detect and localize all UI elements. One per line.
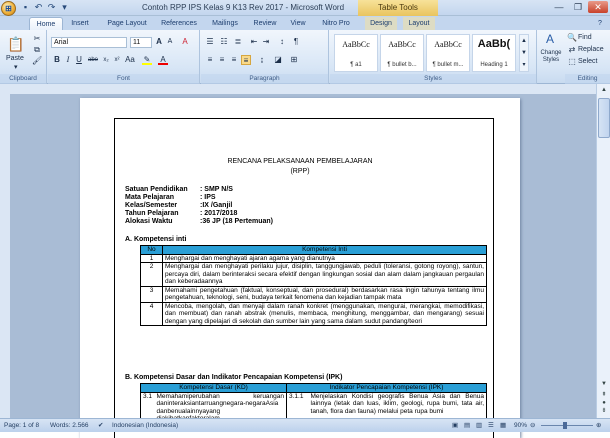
info-value: : IPS xyxy=(200,194,216,201)
clipboard-label: Clipboard xyxy=(0,74,46,84)
change-styles-icon[interactable]: A xyxy=(545,32,554,46)
previous-page-icon[interactable]: ⇞ xyxy=(601,392,607,398)
replace-icon[interactable]: ⇄ xyxy=(568,45,576,54)
paragraph-group xyxy=(201,30,329,84)
table-header-row xyxy=(141,384,487,393)
redo-icon[interactable]: ↷ xyxy=(47,2,56,12)
next-page-icon[interactable]: ⇟ xyxy=(601,408,607,414)
numbering-icon[interactable]: ☷ xyxy=(220,37,228,46)
info-value: :IX /Ganjil xyxy=(200,202,233,209)
table-row xyxy=(141,302,487,326)
ribbon xyxy=(0,30,610,84)
tab-nitro-pro[interactable]: Nitro Pro xyxy=(322,20,350,27)
row-text[interactable]: Menghargai dan menghayati perilaku jujur, disiplin, tanggungjawab, peduli (toleransi, gotong royong), santun, percaya diri, dalam berinteraksi secara efektif dengan lingkungan sosial dan alam dalam jangkauan pergaulan dan keberadaannya xyxy=(163,263,487,287)
info-value: : SMP N/S xyxy=(200,186,233,193)
scroll-thumb[interactable] xyxy=(598,98,610,138)
style-bullet-m[interactable] xyxy=(426,34,470,72)
table-header-no: No xyxy=(141,246,163,255)
title-bar xyxy=(0,0,610,16)
change-styles-group xyxy=(538,30,564,84)
info-key: Satuan Pendidikan xyxy=(125,186,188,193)
find-icon[interactable]: 🔍 xyxy=(567,33,577,42)
table-header-kd: Kompetensi Dasar (KD) xyxy=(141,384,287,393)
styles-group xyxy=(330,30,537,84)
subscript-icon[interactable]: x₂ xyxy=(103,57,109,63)
sort-icon[interactable]: ↕ xyxy=(280,37,284,46)
doc-subtitle: (RPP) xyxy=(290,168,310,175)
tab-insert[interactable]: Insert xyxy=(71,20,89,27)
style-sample: AaBbCc xyxy=(434,40,462,49)
kd-text[interactable]: Memahamiperubahan keruangan daninteraksiantarruangnegara-negaraAsia danbenualainnyayang xyxy=(155,392,287,423)
cut-icon[interactable]: ✂ xyxy=(33,34,41,43)
style-name: ¶ bullet b... xyxy=(387,62,417,68)
table-header-row xyxy=(141,246,487,255)
align-center-icon[interactable]: ≡ xyxy=(219,55,225,64)
underline-icon[interactable]: U xyxy=(76,55,82,64)
table-row xyxy=(141,263,487,287)
window-title: Contoh RPP IPS Kelas 9 K13 Rev 2017 - Microsoft Word xyxy=(142,3,345,12)
editing-group xyxy=(565,30,610,84)
zoom-level[interactable]: 90% xyxy=(514,422,528,429)
kompetensi-inti-table xyxy=(140,245,487,326)
strikethrough-icon[interactable]: abe xyxy=(88,57,99,63)
paste-dropdown-icon[interactable]: ▾ xyxy=(14,64,18,71)
justify-icon[interactable]: ≡ xyxy=(241,55,251,65)
language-indicator[interactable]: Indonesian (Indonesia) xyxy=(112,422,179,429)
style-sample: AaBb( xyxy=(477,38,511,50)
font-group xyxy=(48,30,200,84)
tab-design[interactable]: Design xyxy=(365,17,397,30)
table-row xyxy=(141,254,487,263)
ribbon-tabs xyxy=(0,16,610,30)
zoom-out-icon[interactable]: ⊖ xyxy=(530,422,536,429)
document-page[interactable] xyxy=(80,98,520,438)
info-value: :36 JP (18 Pertemuan) xyxy=(200,218,274,225)
info-key: Kelas/Semester xyxy=(125,202,178,209)
info-key: Mata Pelajaran xyxy=(125,194,175,201)
full-screen-icon[interactable]: ▤ xyxy=(464,422,471,429)
browse-object-icon[interactable]: ● xyxy=(602,400,606,406)
align-left-icon[interactable]: ≡ xyxy=(207,55,213,64)
tab-review[interactable]: Review xyxy=(253,20,277,27)
web-layout-icon[interactable]: ▥ xyxy=(476,422,483,429)
ipk-text[interactable]: Menjelaskan Kondisi geografis Benua Asia dan Benua lainnya (letak dan luas, iklim, geologi, rupa bumi, tata air, tanah, flora dan fauna) melalui peta rupa bumi xyxy=(309,392,487,423)
font-name-select[interactable]: Arial xyxy=(51,37,127,48)
grow-font-icon[interactable]: A xyxy=(156,37,162,46)
kd-number: 3.1 xyxy=(141,392,155,423)
vertical-ruler-strip xyxy=(0,84,10,418)
paragraph-label: Paragraph xyxy=(201,74,328,84)
styles-label: Styles xyxy=(330,74,536,84)
table-row xyxy=(141,286,487,302)
tab-page-layout[interactable]: Page Layout xyxy=(107,20,147,27)
page-count[interactable]: Page: 1 of 8 xyxy=(4,422,40,429)
row-number: 4 xyxy=(141,302,163,326)
clipboard-group xyxy=(0,30,47,84)
clear-formatting-icon[interactable]: A xyxy=(182,37,188,46)
status-bar xyxy=(0,418,610,432)
style-sample: AaBbCc xyxy=(388,40,416,49)
select-icon[interactable]: ⬚ xyxy=(568,57,576,66)
borders-icon[interactable]: ⊞ xyxy=(290,55,298,64)
proofing-icon[interactable]: ✔ xyxy=(98,422,104,429)
multilevel-list-icon[interactable]: ≣ xyxy=(234,37,242,46)
style-heading-1[interactable] xyxy=(472,34,516,72)
tab-view[interactable]: View xyxy=(290,20,306,27)
style-name: ¶ a1 xyxy=(350,62,362,68)
qat-customize-icon[interactable]: ▾ xyxy=(62,2,67,12)
decrease-indent-icon[interactable]: ⇤ xyxy=(250,37,258,46)
highlight-icon[interactable]: ✎ xyxy=(143,55,151,64)
close-button[interactable]: ✕ xyxy=(588,1,608,13)
row-number: 1 xyxy=(141,254,163,263)
save-icon[interactable]: ▪ xyxy=(23,2,28,12)
word-count[interactable]: Words: 2.566 xyxy=(50,422,89,429)
zoom-in-icon[interactable]: ⊕ xyxy=(596,422,602,429)
font-label: Font xyxy=(48,74,199,84)
tab-home[interactable]: Home xyxy=(29,17,63,30)
style-bullet-b[interactable] xyxy=(380,34,424,72)
row-number: 2 xyxy=(141,263,163,287)
table-header-ki: Kompetensi Inti xyxy=(163,246,487,255)
font-color-icon[interactable]: A xyxy=(158,55,168,65)
shrink-font-icon[interactable]: A xyxy=(167,38,173,45)
scroll-up-icon[interactable]: ▲ xyxy=(601,87,607,93)
office-logo-icon: ⊞ xyxy=(5,4,12,13)
paste-icon[interactable]: 📋 xyxy=(7,36,25,52)
bold-icon[interactable]: B xyxy=(54,55,60,64)
undo-icon[interactable]: ↶ xyxy=(34,2,43,12)
info-key: Tahun Pelajaran xyxy=(125,210,179,217)
increase-indent-icon[interactable]: ⇥ xyxy=(262,37,270,46)
info-key: Alokasi Waktu xyxy=(125,218,173,225)
copy-icon[interactable]: ⧉ xyxy=(34,45,40,54)
find-button[interactable]: Find xyxy=(578,34,592,41)
print-layout-icon[interactable]: ▣ xyxy=(452,422,459,429)
replace-button[interactable]: Replace xyxy=(578,46,604,53)
show-marks-icon[interactable]: ¶ xyxy=(293,37,299,46)
zoom-slider-track[interactable] xyxy=(541,425,593,426)
table-header-ipk: Indikator Pencapaian Kompetensi (IPK) xyxy=(287,384,487,393)
section-b-heading: B. Kompetensi Dasar dan Indikator Pencapaian Kompetensi (IPK) xyxy=(125,374,343,381)
font-size-select[interactable]: 11 xyxy=(130,37,152,48)
tab-references[interactable]: References xyxy=(161,20,197,27)
draft-icon[interactable]: ▦ xyxy=(500,422,507,429)
italic-icon[interactable]: I xyxy=(66,55,70,64)
change-styles-button[interactable]: Change Styles xyxy=(540,50,562,63)
style-a1[interactable] xyxy=(334,34,378,72)
section-a-heading: A. Kompetensi inti xyxy=(125,236,187,243)
outline-icon[interactable]: ☰ xyxy=(488,422,494,429)
ipk-number: 3.1.1 xyxy=(287,392,309,423)
restore-button[interactable]: ❐ xyxy=(573,2,583,12)
vertical-scrollbar[interactable] xyxy=(596,84,610,418)
tab-mailings[interactable]: Mailings xyxy=(212,20,238,27)
office-button[interactable] xyxy=(1,1,16,16)
row-number: 3 xyxy=(141,286,163,302)
line-spacing-icon[interactable]: ↨ xyxy=(260,55,264,64)
style-name: Heading 1 xyxy=(480,62,508,68)
horizontal-ruler-strip xyxy=(10,84,595,94)
scroll-down-icon[interactable]: ▼ xyxy=(601,381,607,387)
paste-button[interactable]: Paste xyxy=(6,55,24,62)
zoom-slider-thumb[interactable] xyxy=(563,422,567,429)
minimize-button[interactable]: — xyxy=(554,2,564,12)
info-value: : 2017/2018 xyxy=(200,210,238,217)
style-name: ¶ bullet m... xyxy=(432,62,464,68)
superscript-icon[interactable]: x² xyxy=(114,57,120,63)
document-area xyxy=(10,94,596,418)
doc-title: RENCANA PELAKSANAAN PEMBELAJARAN xyxy=(227,158,373,165)
style-sample: AaBbCc xyxy=(342,40,370,49)
tab-layout[interactable]: Layout xyxy=(403,17,435,30)
editing-label: Editing xyxy=(565,74,610,84)
row-text[interactable]: Memahami pengetahuan (faktual, konseptual, dan prosedural) berdasarkan rasa ingin tahunya tentang ilmu pengetahuan, teknologi, seni, budaya terkait fenomena dan kejadian tampak mata xyxy=(163,286,487,302)
styles-scroll-icon[interactable]: ▲ ▼ ▾ xyxy=(519,34,529,72)
row-text[interactable]: Menghargai dan menghayati ajaran agama yang dianutnya xyxy=(163,254,487,263)
change-case-icon[interactable]: Aa xyxy=(125,55,135,64)
bullets-icon[interactable]: ☰ xyxy=(206,37,214,46)
align-right-icon[interactable]: ≡ xyxy=(231,55,237,64)
select-button[interactable]: Select xyxy=(578,58,598,65)
table-tools-context: Table Tools xyxy=(358,0,438,16)
row-text[interactable]: Mencoba, mengolah, dan menyaji dalam ranah konkret (menggunakan, mengurai, merangkai, memodifikasi, dan membuat) dan ranah abstrak (menulis, membaca, menghitung, menggambar, dan mengarang) sesuai dengan yang dipelajari di sekolah dan sumber lain yang sama dalam sudut pandang/teori xyxy=(163,302,487,326)
shading-icon[interactable]: ◪ xyxy=(274,55,282,64)
format-painter-icon[interactable]: 🖌 xyxy=(32,56,43,65)
help-icon[interactable]: ? xyxy=(598,20,602,27)
